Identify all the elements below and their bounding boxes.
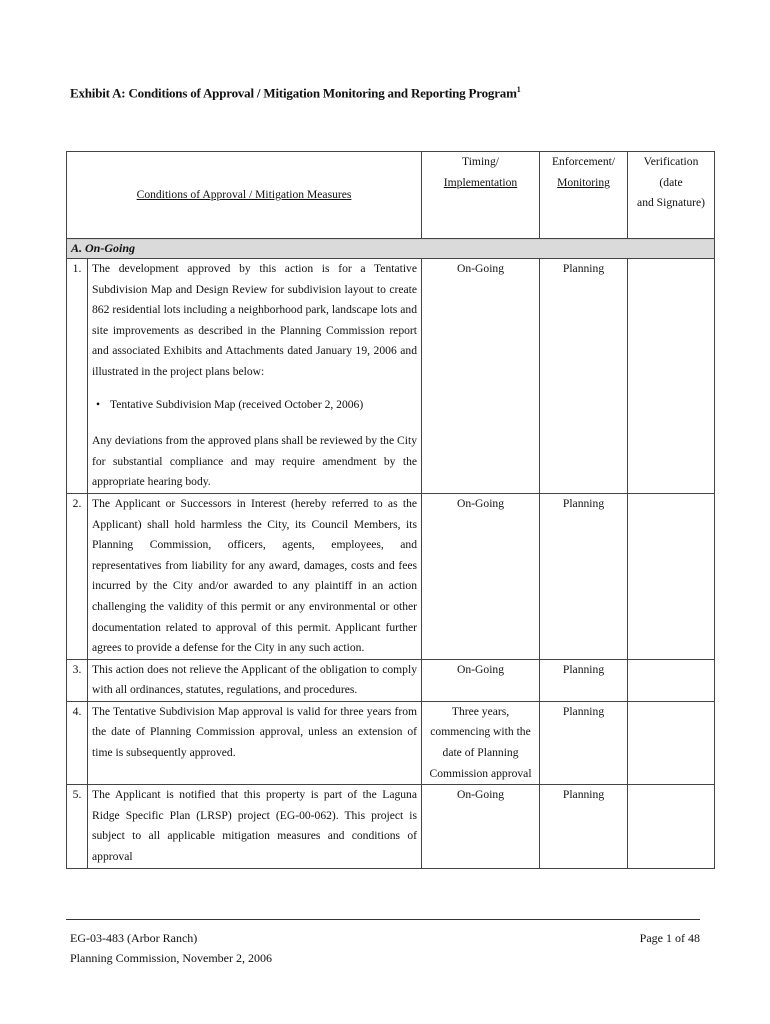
condition-text: The Applicant or Successors in Interest (hereby referred to as the Applicant) shall hold harmless the City, its Council Members, its Planning Commission, officers, agents, employees, and representatives from liability for any award, damages, costs and fees incurred by the City and/or awarded to any plaintiff in an action challenging the validity of this permit or any environmental or other documentation related to approval of this permit. Applicant further agrees to provide a defense for the City in any such action. (88, 493, 422, 659)
table-row (67, 785, 715, 868)
timing-cell: On-Going (422, 785, 540, 868)
header-timing: Timing/ Implementation (422, 152, 540, 239)
title-text: Exhibit A: Conditions of Approval / Mitigation Monitoring and Reporting Program (70, 85, 517, 101)
row-number: 3. (67, 659, 88, 701)
conditions-table (66, 151, 715, 869)
footer-file-number: EG-03-483 (Arbor Ranch) (70, 931, 198, 945)
timing-cell: On-Going (422, 493, 540, 659)
verification-cell (628, 659, 715, 701)
footer-meeting-date: Planning Commission, November 2, 2006 (70, 951, 272, 965)
enforcement-cell: Planning (540, 701, 628, 784)
table-header-row (67, 152, 715, 239)
timing-cell: Three years, commencing with the date of Planning Commission approval (422, 701, 540, 784)
page-title (70, 85, 521, 101)
condition-paragraph: Any deviations from the approved plans shall be reviewed by the City for substantial compliance and may require amendment by the appropriate hearing body. (92, 434, 418, 489)
row-number: 1. (67, 259, 88, 494)
timing-cell: On-Going (422, 659, 540, 701)
table-row (67, 259, 715, 494)
title-footnote-marker: 1 (516, 85, 521, 94)
enforcement-cell: Planning (540, 259, 628, 494)
table-row (67, 701, 715, 784)
header-measures: Conditions of Approval / Mitigation Measures (67, 152, 422, 239)
bullet-item: • Tentative Subdivision Map (received October 2, 2006) (110, 395, 417, 416)
enforcement-cell: Planning (540, 493, 628, 659)
verification-cell (628, 701, 715, 784)
row-number: 2. (67, 493, 88, 659)
timing-cell: On-Going (422, 259, 540, 494)
section-row-on-going (67, 239, 715, 259)
row-number: 4. (67, 701, 88, 784)
header-enforcement: Enforcement/ Monitoring (540, 152, 628, 239)
verification-cell (628, 493, 715, 659)
header-verification: Verification (date and Signature) (628, 152, 715, 239)
condition-text: The Applicant is notified that this property is part of the Laguna Ridge Specific Plan (LRSP) project (EG-00-062). This project is subject to all applicable mitigation measures and conditions of approval (88, 785, 422, 868)
condition-text: This action does not relieve the Applicant of the obligation to comply with all ordinances, statutes, regulations, and procedures. (88, 659, 422, 701)
table-row (67, 493, 715, 659)
footer-divider (66, 919, 700, 920)
footer-left (70, 928, 272, 968)
verification-cell (628, 259, 715, 494)
page-number: Page 1 of 48 (639, 931, 700, 945)
section-label: A. On-Going (67, 239, 715, 259)
row-number: 5. (67, 785, 88, 868)
enforcement-cell: Planning (540, 785, 628, 868)
verification-cell (628, 785, 715, 868)
condition-text (88, 259, 422, 494)
enforcement-cell: Planning (540, 659, 628, 701)
condition-paragraph: The development approved by this action is for a Tentative Subdivision Map and Design Review for subdivision layout to create 862 residential lots including a neighborhood park, landscape lots and site improvements as described in the Planning Commission report and associated Exhibits and Attachments dated January 19, 2006 and illustrated in the project plans below: (92, 262, 418, 378)
condition-text: The Tentative Subdivision Map approval is valid for three years from the date of Planning Commission approval, unless an extension of time is subsequently approved. (88, 701, 422, 784)
table-row (67, 659, 715, 701)
